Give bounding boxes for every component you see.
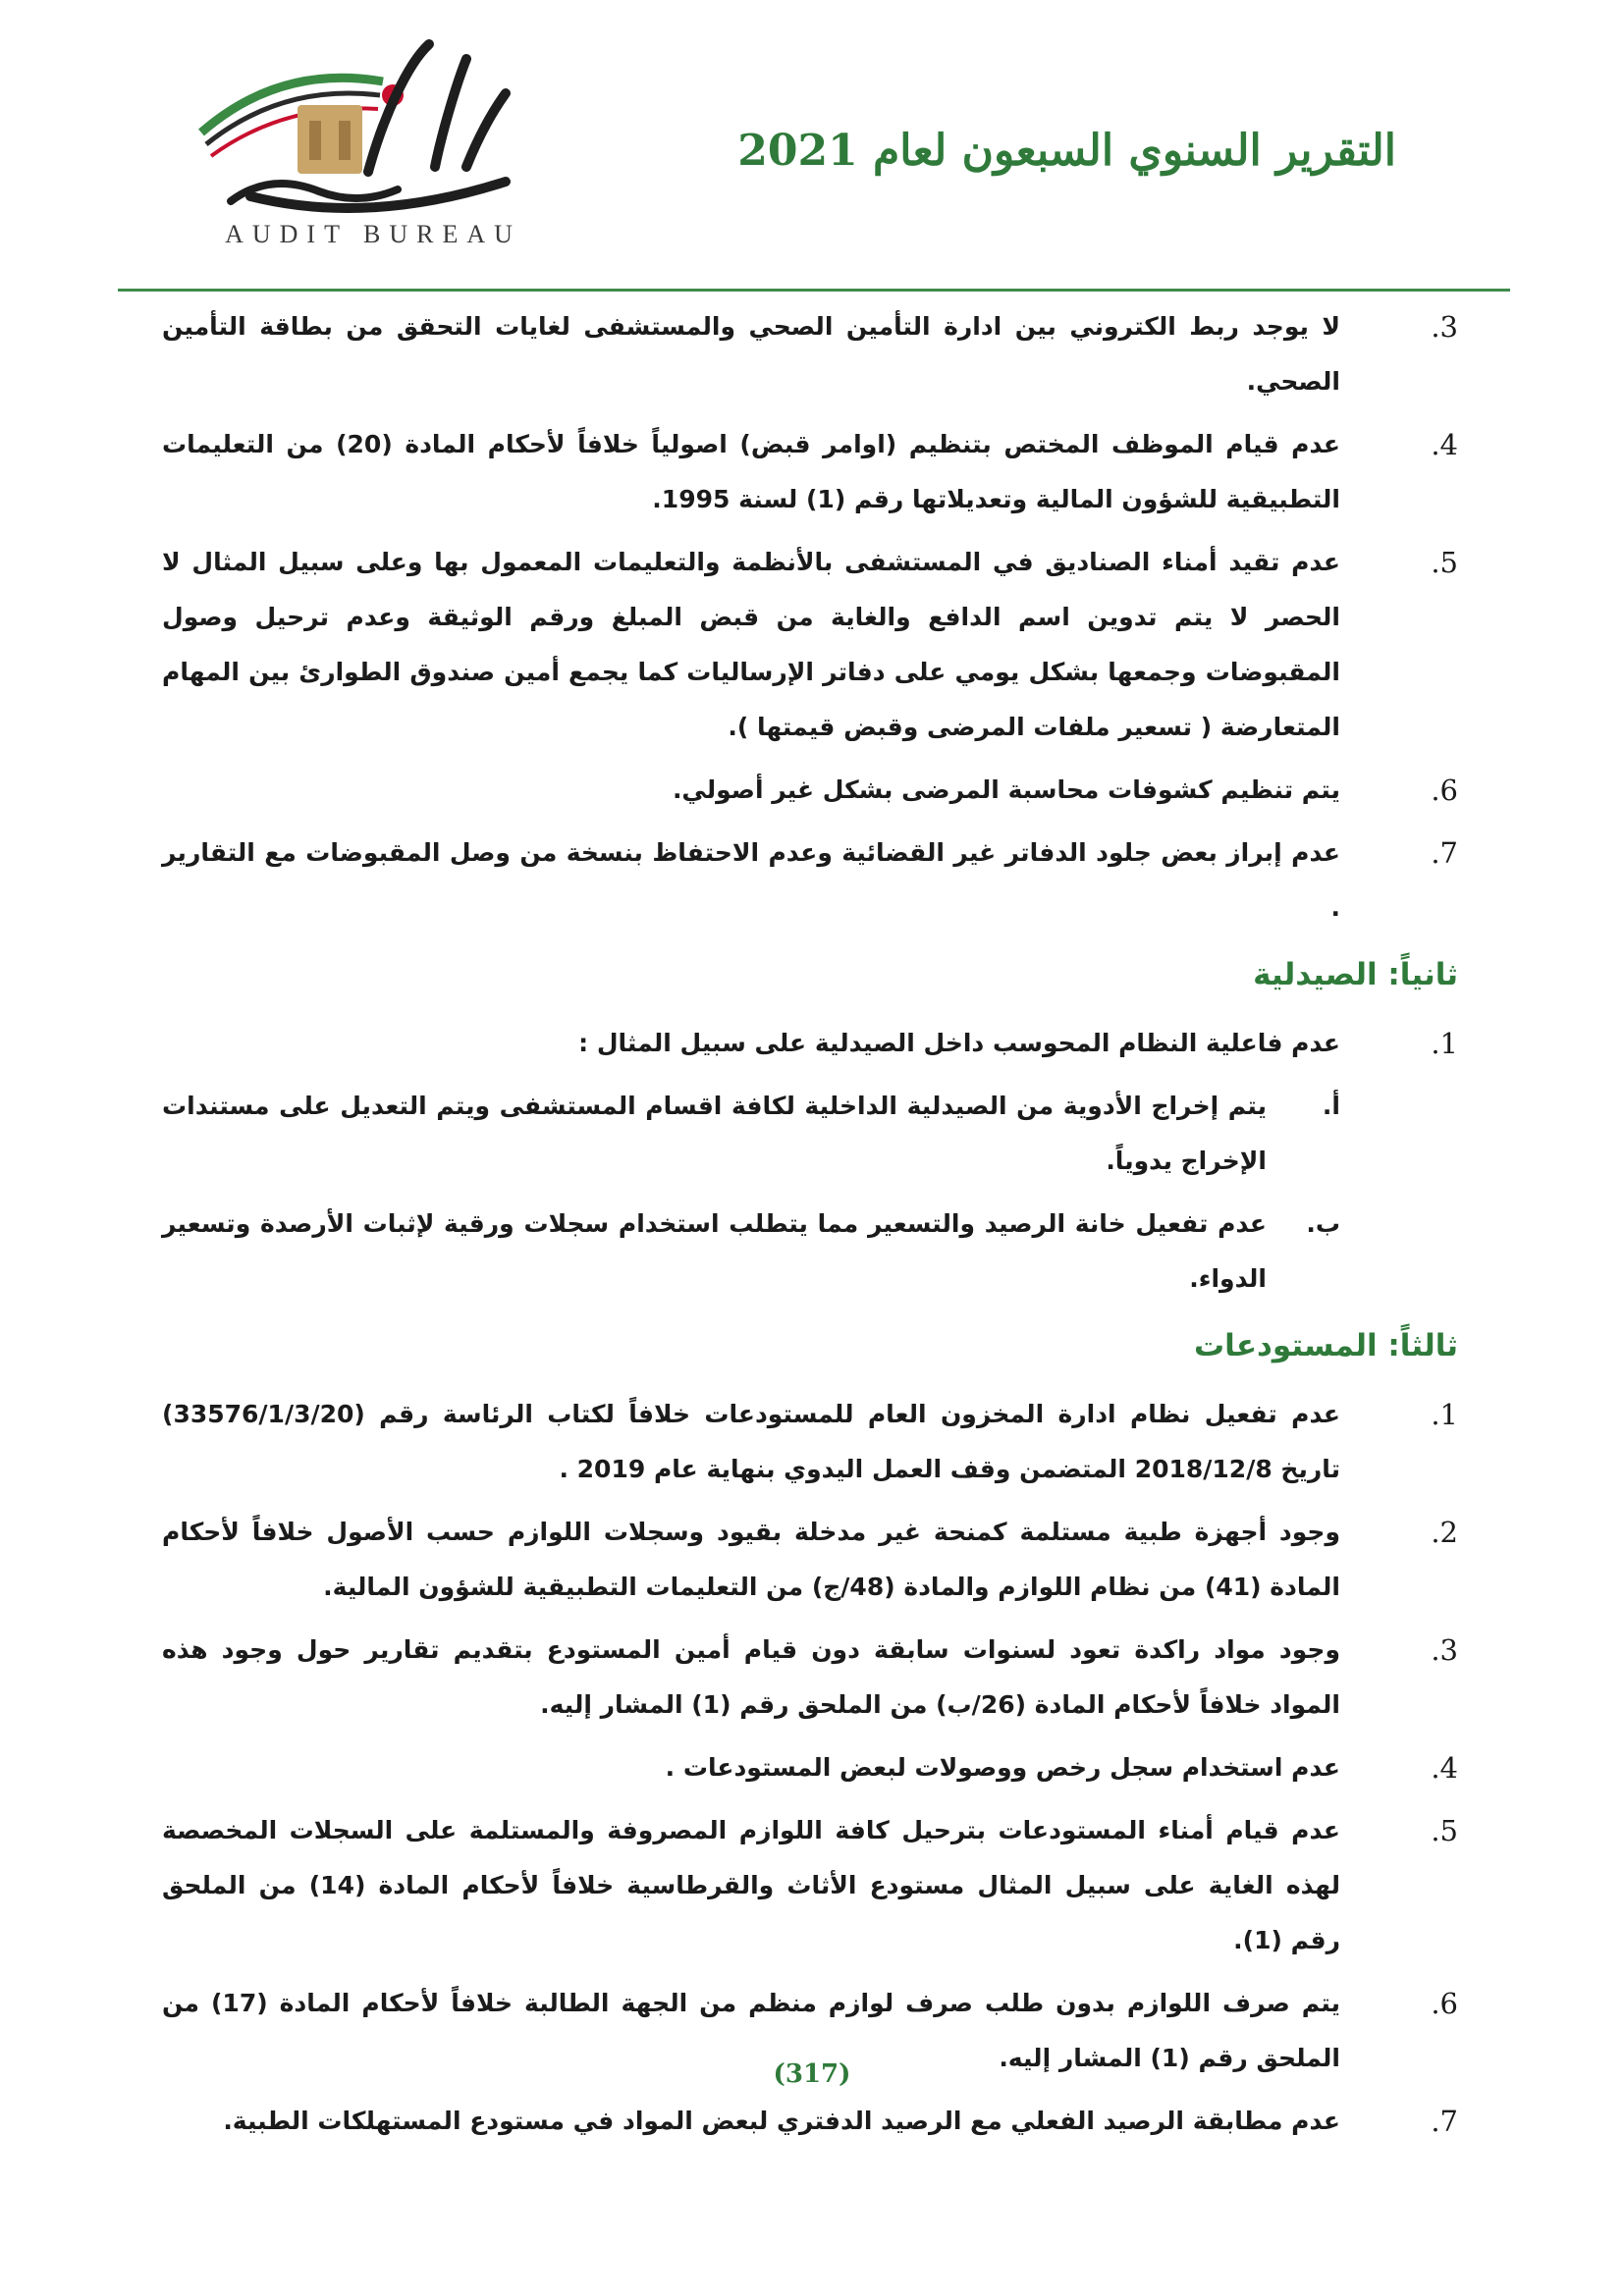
- item-text: عدم إبراز بعض جلود الدفاتر غير القضائية وعدم الاحتفاظ بنسخة من وصل المقبوضات مع التقارير .: [162, 838, 1340, 922]
- list-item: [162, 1016, 1468, 1071]
- item-text: عدم قيام أمناء المستودعات بترحيل كافة اللوازم المصروفة والمستلمة على السجلات المخصصة لهذه الغاية على سبيل المثال مستودع الأثاث والقرطاسية خلافاً لأحكام المادة (14) من الملحق رقم (1).: [162, 1816, 1340, 1954]
- item-number: .7: [1431, 2105, 1458, 2138]
- list-item: [162, 417, 1468, 527]
- item-number: .6: [1431, 774, 1458, 807]
- sub-list-item: [162, 1079, 1468, 1189]
- list-item: [162, 1505, 1468, 1615]
- item-number: .4: [1431, 428, 1458, 461]
- item-text: عدم استخدام سجل رخص ووصولات لبعض المستودعات .: [665, 1753, 1340, 1782]
- sub-item-text: يتم إخراج الأدوية من الصيدلية الداخلية لكافة اقسام المستشفى ويتم التعديل على مستندات الإخراج يدوياً.: [162, 1092, 1267, 1175]
- list-item: [162, 1387, 1468, 1497]
- list-item: [162, 2094, 1468, 2149]
- sub-list-item: [162, 1197, 1468, 1307]
- list-item: [162, 535, 1468, 755]
- sub-item-text: عدم تفعيل خانة الرصيد والتسعير مما يتطلب استخدام سجلات ورقية لإثبات الأرصدة وتسعير الدواء.: [162, 1209, 1267, 1293]
- list-item: [162, 1740, 1468, 1795]
- item-number: .7: [1431, 836, 1458, 870]
- item-text: يتم صرف اللوازم بدون طلب صرف لوازم منظم من الجهة الطالبة خلافاً لأحكام المادة (17) من الملحق رقم (1) المشار إليه.: [162, 1989, 1340, 2072]
- item-text: يتم تنظيم كشوفات محاسبة المرضى بشكل غير أصولي.: [672, 775, 1340, 804]
- item-text: وجود مواد راكدة تعود لسنوات سابقة دون قيام أمين المستودع بتقديم تقارير حول وجود هذه المواد خلافاً لأحكام المادة (26/ب) من الملحق رقم (1) المشار إليه.: [162, 1635, 1340, 1719]
- item-number: .4: [1431, 1751, 1458, 1785]
- report-title: التقرير السنوي السبعون لعام 2021: [737, 126, 1396, 176]
- item-number: .3: [1431, 1633, 1458, 1667]
- logo-caption: AUDIT BUREAU: [225, 220, 521, 248]
- item-number: .6: [1431, 1987, 1458, 2020]
- item-text: عدم تفعيل نظام ادارة المخزون العام للمستودعات خلافاً لكتاب الرئاسة رقم (33576/1/3/20) تاريخ 2018/12/8 المتضمن وقف العمل اليدوي بنهاية عام 2019 .: [162, 1400, 1340, 1483]
- sub-item-marker: أ.: [1322, 1092, 1340, 1120]
- section-heading-pharmacy: ثانياً: الصيدلية: [1253, 957, 1458, 992]
- item-text: وجود أجهزة طبية مستلمة كمنحة غير مدخلة بقيود وسجلات اللوازم حسب الأصول خلافاً لأحكام المادة (41) من نظام اللوازم والمادة (48/ج) من التعليمات التطبيقية للشؤون المالية.: [162, 1518, 1340, 1601]
- item-text: عدم قيام الموظف المختص بتنظيم (اوامر قبض) اصولياً خلافاً لأحكام المادة (20) من التعليمات التطبيقية للشؤون المالية وتعديلاتها رقم (1) لسنة 1995.: [162, 430, 1340, 513]
- item-text: عدم تقيد أمناء الصناديق في المستشفى بالأنظمة والتعليمات المعمول بها وعلى سبيل المثال لا الحصر لا يتم تدوين اسم الدافع والغاية من قبض المبلغ ورقم الوثيقة وعدم ترحيل وصول المقبوضات وجمعها بشكل يومي على دفاتر الإرساليات كما يجمع أمين صندوق الطوارئ بين المهام المتعارضة ( تسعير ملفات المرضى وقبض قيمتها ).: [162, 548, 1340, 741]
- item-number: .1: [1431, 1398, 1458, 1431]
- list-item: [162, 826, 1468, 935]
- item-text: عدم فاعلية النظام المحوسب داخل الصيدلية على سبيل المثال :: [578, 1029, 1340, 1057]
- petra-building-icon: [298, 105, 362, 174]
- sub-item-marker: ب.: [1306, 1209, 1340, 1238]
- header-divider: [118, 289, 1510, 292]
- list-item: [162, 1803, 1468, 1968]
- item-number: .3: [1431, 310, 1458, 344]
- list-item: [162, 1623, 1468, 1733]
- item-number: .5: [1431, 1814, 1458, 1847]
- item-number: .5: [1431, 546, 1458, 579]
- report-content: [162, 299, 1468, 2157]
- section-heading-warehouses: ثالثاً: المستودعات: [1194, 1328, 1458, 1363]
- item-text: عدم مطابقة الرصيد الفعلي مع الرصيد الدفتري لبعض المواد في مستودع المستهلكات الطبية.: [223, 2107, 1340, 2135]
- item-number: .2: [1431, 1516, 1458, 1549]
- item-number: .1: [1431, 1027, 1458, 1060]
- list-item: [162, 299, 1468, 409]
- list-item: [162, 763, 1468, 818]
- page-header: [0, 0, 1624, 294]
- item-text: لا يوجد ربط الكتروني بين ادارة التأمين الصحي والمستشفى لغايات التحقق من بطاقة التأمين الصحي.: [162, 312, 1340, 396]
- page-number: (317): [773, 2059, 851, 2089]
